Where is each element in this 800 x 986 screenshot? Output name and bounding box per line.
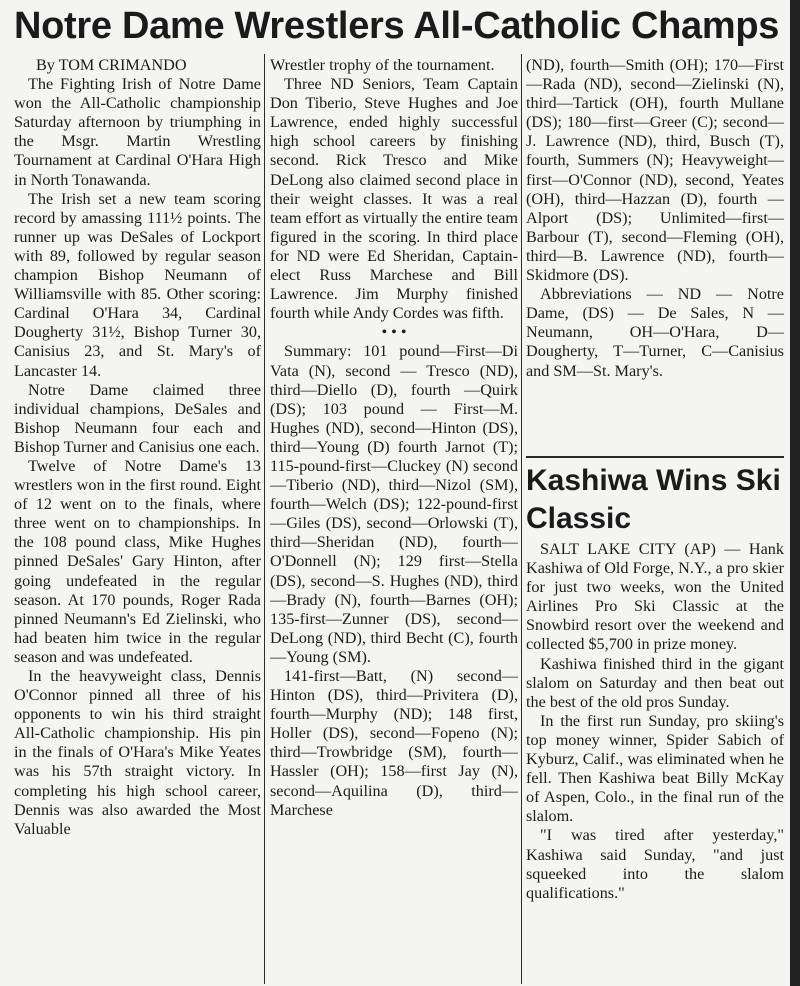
separator: • • •	[381, 323, 407, 342]
results-summary: (ND), fourth—Smith (OH); 170—First—Rada (ND), second—Zielinski (N), third—Tartick (OH), fourth Mullane (DS); 180—first—Greer (C); second—J. Lawrence (ND), third, Busch (T), fourth, Summers (N); Heavyweight—first—O'Connor (ND), second, Yeates (OH), third—Hazzan (D), fourth — Alport (DS); Unlimited—first—Barbour (T), second—Fleming (OH), third—B. Lawrence (ND), fourth—Skidmore (DS).	[526, 56, 784, 285]
article-paragraph: Twelve of Notre Dame's 13 wrestlers won in the first round. Eight of 12 went on to the finals, where three went on to championships. In the 108 pound class, Mike Hughes pinned DeSales' Gary Hinton, after going undefeated in the regular season. At 170 pounds, Roger Rada pinned Neumann's Ed Zielinski, who had beaten him twice in the regular season and was undefeated.	[14, 456, 261, 666]
article-paragraph: Notre Dame claimed three individual champions, DeSales and Bishop Neumann four each and Bishop Turner and Canisius one each.	[14, 380, 261, 456]
article-paragraph: The Fighting Irish of Notre Dame won the All-Catholic championship Saturday afternoon by triumphing in the Msgr. Martin Wrestling Tournament at Cardinal O'Hara High in North Tonawanda.	[14, 75, 261, 189]
byline: By TOM CRIMANDO	[36, 56, 187, 74]
article-paragraph: Wrestler trophy of the tournament.	[270, 56, 495, 74]
ski-article-body	[526, 540, 784, 984]
article-paragraph: The Irish set a new team scoring record by amassing 111½ points. The runner up was DeSales of Lockport with 89, followed by regular season champion Bishop Neumann of Williamsville with 85. Other scoring: Cardinal O'Hara 34, Cardinal Dougherty 31½, Bishop Turner 30, Canisius 23, and St. Mary's of Lancaster 14.	[14, 189, 261, 380]
article-paragraph: SALT LAKE CITY (AP) — Hank Kashiwa of Old Forge, N.Y., a pro skier for just two weeks, won the United Airlines Pro Ski Classic at the Snowbird resort over the weekend and collected $5,700 in prize money.	[526, 540, 784, 654]
page-edge-bar	[790, 0, 800, 986]
article-paragraph: Kashiwa finished third in the gigant slalom on Saturday and then beat out the best of the old pros Sunday.	[526, 654, 784, 711]
article-paragraph: Three ND Seniors, Team Captain Don Tiberio, Steve Hughes and Joe Lawrence, ended highly successful high school careers by finishing second. Rick Tresco and Mike DeLong also claimed second place in their weight classes. It was a real team effort as virtually the entire team figured in the scoring. In third place for ND were Ed Sheridan, Captain-elect Russ Marchese and Bill Lawrence. Jim Murphy finished fourth while Andy Cordes was fifth.	[270, 75, 518, 323]
article-paragraph: "I was tired after yesterday," Kashiwa said Sunday, "and just squeeked into the slalom qualifications."	[526, 826, 784, 902]
article-column-2	[270, 56, 518, 984]
article-column-1	[14, 56, 261, 984]
article-headline: Notre Dame Wrestlers All-Catholic Champs	[14, 5, 780, 47]
article-paragraph: In the heavyweight class, Dennis O'Connor pinned all three of his opponents to win his third straight All-Catholic championship. His pin in the finals of O'Hara's Mike Yeates was his 57th straight victory. In completing his high school career, Dennis was also awarded the Most Valuable	[14, 667, 261, 838]
column-divider	[521, 54, 522, 984]
ski-headline: Kashiwa Wins Ski Classic	[526, 464, 781, 535]
article-column-3	[526, 56, 784, 486]
column-divider	[264, 54, 265, 984]
results-summary: Summary: 101 pound—First—Di Vata (N), second — Tresco (ND), third—Diello (D), fourth —Quirk (DS); 103 pound — First—M. Hughes (ND), second—Hinton (DS), third—Young (D) fourth Jarnot (T); 115-pound-first—Cluckey (N) second—Tiberio (ND), third—Nizol (SM), fourth—Welch (DS); 122-pound-first—Giles (DS), second—Orlowski (T), third—Sheridan (ND), fourth—O'Donnell (N); 129 first—Stella (DS), second—S. Hughes (ND), third—Brady (N), fourth—Barnes (OH); 135-first—Zunner (DS), second—DeLong (ND), third Becht (C), fourth—Young (SM).	[270, 342, 518, 666]
results-summary: 141-first—Batt, (N) second—Hinton (DS), third—Privitera (D), fourth—Murphy (ND); 148 first, Holler (DS), second—Fopeno (N); third—Trowbridge (SM), fourth—Hassler (OH); 158—first Jay (N), second—Aquilina (D), third—Marchese	[270, 667, 518, 819]
abbreviations: Abbreviations — ND — Notre Dame, (DS) — De Sales, N — Neumann, OH—O'Hara, D—Dougherty, T—Turner, C—Canisius and SM—St. Mary's.	[526, 285, 784, 380]
article-paragraph: In the first run Sunday, pro skiing's top money winner, Spider Sabich of Kyburz, Calif., was eliminated when he fell. Then Kashiwa beat Billy McKay of Aspen, Colo., in the final run of the slalom.	[526, 711, 784, 826]
